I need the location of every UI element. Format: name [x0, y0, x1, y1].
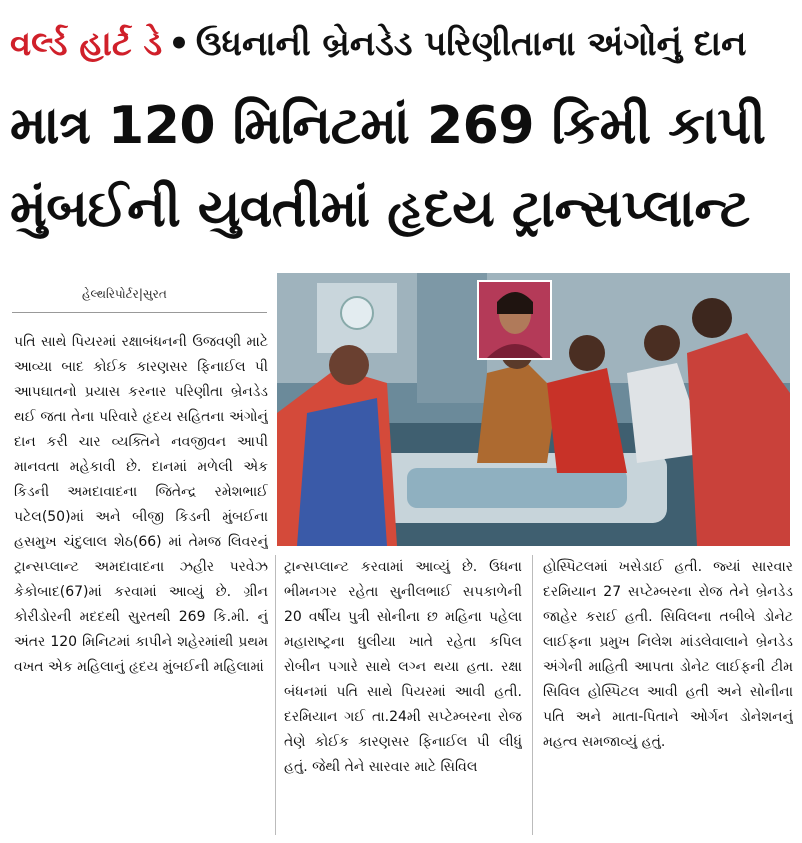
portrait-illustration — [479, 282, 550, 358]
column-divider — [275, 555, 276, 835]
patient-portrait-inset — [477, 280, 552, 360]
byline: હેલ્થરિપોર્ટર|સુરત — [82, 287, 167, 301]
column-divider — [532, 555, 533, 835]
kicker-text: ઉધનાની બ્રેનડેડ પરિણીતાના અંગોનું દાન — [195, 24, 747, 64]
article-column-2: ટ્રાન્સપ્લાન્ટ કરવામાં આવ્યું છે. ઉધના ભીમનગર રહેતા સુનીલભાઈ સપકાળેની 20 વર્ષીય પુત્રી સોનીના છ મહિના પહેલા મહારાષ્ટ્રના ધુલીયા ખાતે રહેતા કપિલ રોબીન પગારે સાથે લગ્ન થયા હતા. રક્ષા બંધનમાં પતિ સાથે પિયરમાં આવી હતી. દરમિયાન ગઈ તા.24મી સપ્ટેમ્બરના રોજ તેણે કોઈક કારણસર ફિનાઈલ પી લીધું હતું. જેથી તેને સારવાર માટે સિવિલ — [284, 559, 522, 775]
kicker-line — [10, 14, 795, 74]
headline-line-2: મુંબઈની યુવતીમાં હૃદય ટ્રાન્સપ્લાન્ટ — [10, 179, 750, 239]
kicker-bullet: • — [168, 24, 190, 64]
byline-rule — [12, 312, 267, 313]
kicker-label: વર્લ્ડ હાર્ટ ડે — [10, 24, 163, 64]
article-column-1: પતિ સાથે પિયરમાં રક્ષાબંધનની ઉજવણી માટે આવ્યા બાદ કોઈક કારણસર ફિનાઈલ પી આપઘાતનો પ્રયાસ કરનાર પરિણીતા બ્રેનડેડ થઈ જતા તેના પરિવારે હૃદય સહિતના અંગોનું દાન કરી ચાર વ્યક્તિને નવજીવન આપી માનવતા મહેકાવી છે. દાનમાં મળેલી એક કિડની અમદાવાદના જિતેન્દ્ર રમેશભાઈ પટેલ(50)માં અને બીજી કિડની મુંબઈના હસમુખ ચંદુલાલ શેઠ(66) માં તેમજ લિવરનું ટ્રાન્સપ્લાન્ટ અમદાવાદના ઝહીર પરવેઝ કેકોબાદ(67)માં કરવામાં આવ્યું છે. ગ્રીન કોરીડોરની મદદથી સુરતથી 269 કિ.મી. નું અંતર 120 મિનિટમાં કાપીને શહેરમાંથી પ્રથમ વખત એક મહિલાનું હૃદય મુંબઈની મહિલામાં — [14, 334, 268, 675]
headline-line-1: માત્ર 120 મિનિટમાં 269 કિમી કાપી — [10, 96, 766, 156]
article-column-3: હોસ્પિટલમાં ખસેડાઈ હતી. જ્યાં સારવાર દરમિયાન 27 સપ્ટેમ્બરના રોજ તેને બ્રેનડેડ જાહેર કરાઈ હતી. સિવિલના તબીબે ડોનેટ લાઈફના પ્રમુખ નિલેશ માંડલેવાલાને બ્રેનડેડ અંગેની માહિતી આપતા ડોનેટ લાઈફની ટીમ સિવિલ હોસ્પિટલ આવી હતી અને સોનીના પતિ અને માતા-પિતાને ઓર્ગન ડોનેશનનું મહત્વ સમજાવ્યું હતું. — [543, 559, 793, 750]
